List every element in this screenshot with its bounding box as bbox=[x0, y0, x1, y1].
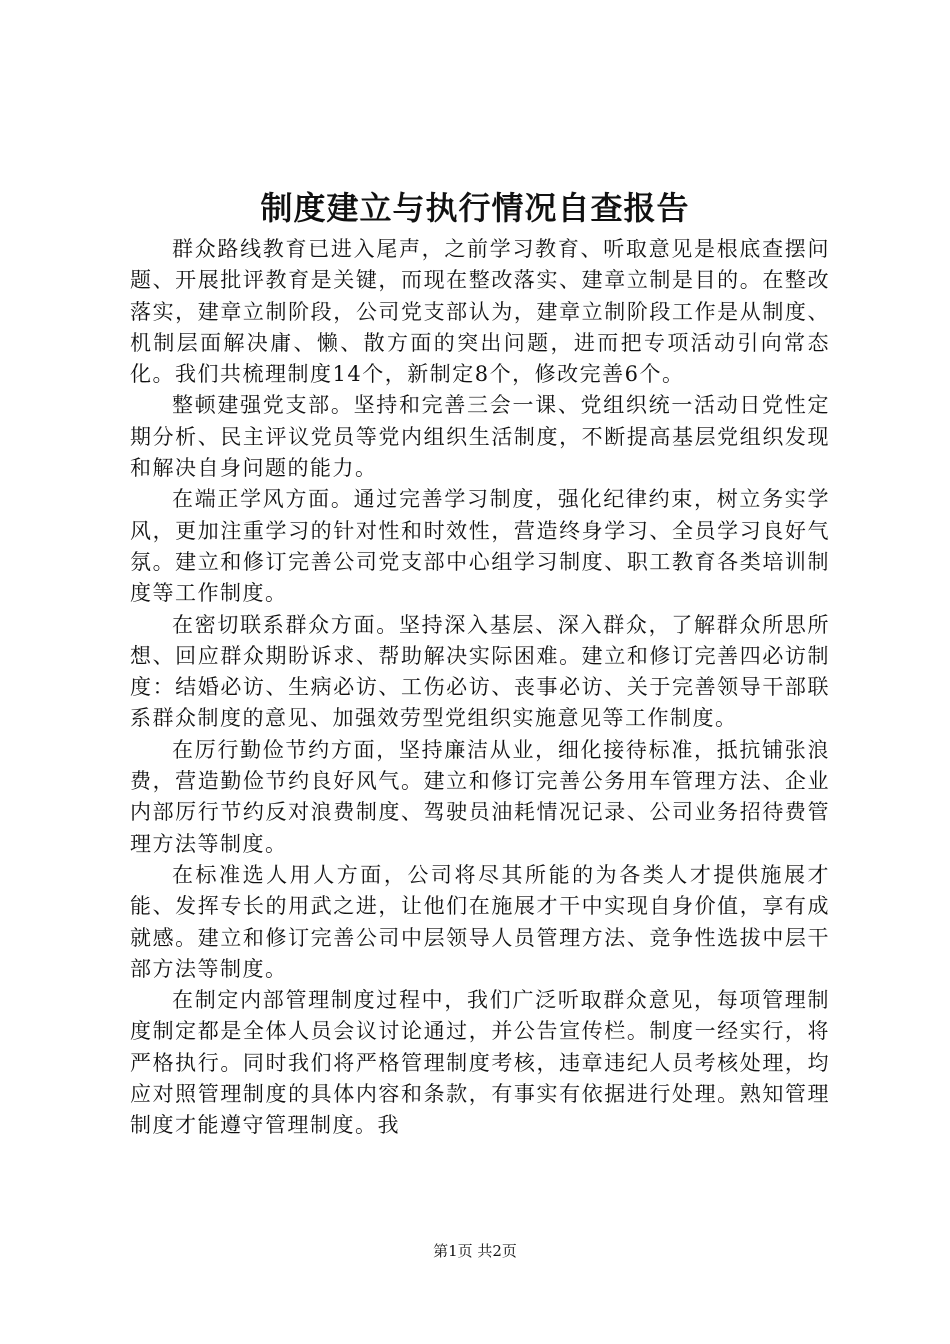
page-footer: 第1页 共2页 bbox=[433, 1242, 517, 1260]
paragraph-party-branch: 整顿建强党支部。坚持和完善三会一课、党组织统一活动日党性定期分析、民主评议党员等党内组织生活制度，不断提高基层党组织发现和解决自身问题的能力。 bbox=[130, 393, 830, 481]
document-title: 制度建立与执行情况自查报告 bbox=[260, 189, 690, 227]
paragraph-study-style: 在端正学风方面。通过完善学习制度，强化纪律约束，树立务实学风，更加注重学习的针对性和时效性，营造终身学习、全员学习良好气氛。建立和修订完善公司党支部中心组学习制度、职工教育各类培训制度等工作制度。 bbox=[130, 487, 830, 606]
paragraph-thrift: 在厉行勤俭节约方面，坚持廉洁从业，细化接待标准，抵抗铺张浪费，营造勤俭节约良好风气。建立和修订完善公务用车管理方法、企业内部厉行节约反对浪费制度、驾驶员油耗情况记录、公司业务招待费管理方法等制度。 bbox=[130, 737, 830, 856]
document-body bbox=[130, 234, 830, 1142]
paragraph-intro: 群众路线教育已进入尾声，之前学习教育、听取意见是根底查摆问题、开展批评教育是关键，而现在整改落实、建章立制是目的。在整改落实，建章立制阶段，公司党支部认为，建章立制阶段工作是从制度、机制层面解决庸、懒、散方面的突出问题，进而把专项活动引向常态化。我们共梳理制度14个，新制定8个，修改完善6个。 bbox=[130, 237, 830, 387]
paragraph-mass-contact: 在密切联系群众方面。坚持深入基层、深入群众，了解群众所思所想、回应群众期盼诉求、帮助解决实际困难。建立和修订完善四必访制度：结婚必访、生病必访、工伤必访、丧事必访、关于完善领导干部联系群众制度的意见、加强效劳型党组织实施意见等工作制度。 bbox=[130, 612, 830, 731]
paragraph-management: 在制定内部管理制度过程中，我们广泛听取群众意见，每项管理制度制定都是全体人员会议讨论通过，并公告宣传栏。制度一经实行，将严格执行。同时我们将严格管理制度考核，违章违纪人员考核处理，均应对照管理制度的具体内容和条款，有事实有依据进行处理。熟知管理制度才能遵守管理制度。我 bbox=[130, 988, 830, 1138]
paragraph-personnel: 在标准选人用人方面，公司将尽其所能的为各类人才提供施展才能、发挥专长的用武之进，让他们在施展才干中实现自身价值，享有成就感。建立和修订完善公司中层领导人员管理方法、竞争性选拔中层干部方法等制度。 bbox=[130, 862, 830, 981]
